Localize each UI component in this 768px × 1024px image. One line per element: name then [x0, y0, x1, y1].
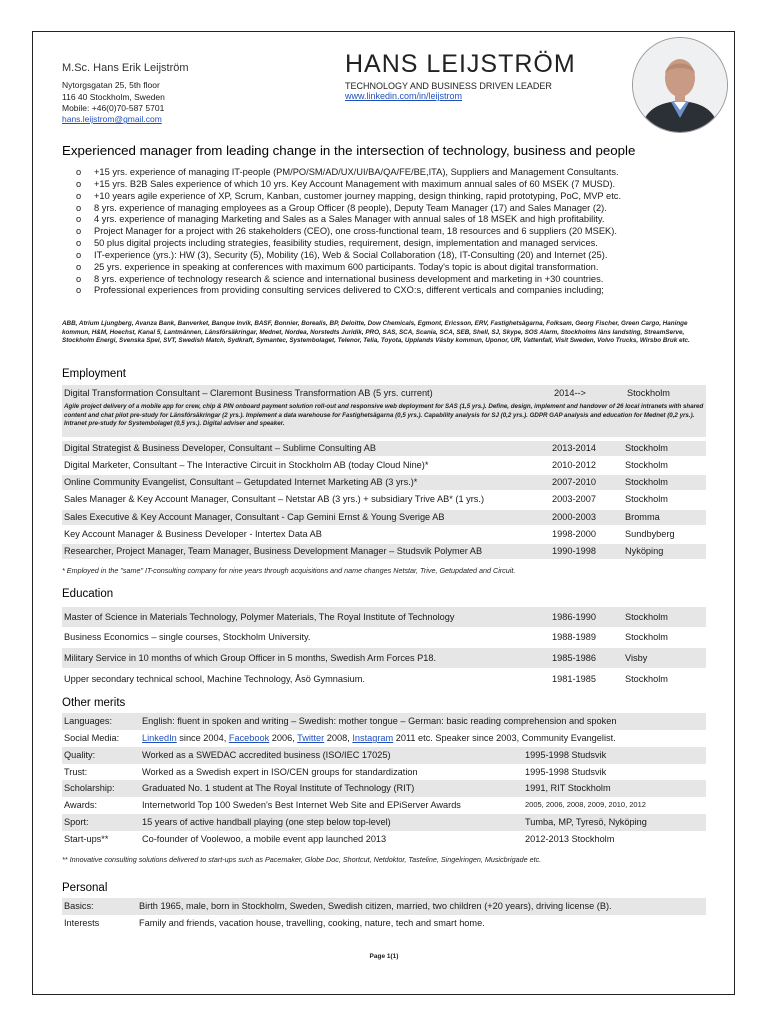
personal-label: Interests [64, 918, 100, 928]
education-item: Business Economics – single courses, Stockholm University. [64, 632, 311, 642]
summary-bullet: o +15 yrs. experience of managing IT-people (PM/PO/SM/AD/UX/UI/BA/QA/FE/BE,ITA), Suppliers and Management Consultants. [74, 167, 704, 179]
social-media-value [142, 730, 616, 747]
merit-row-languages [62, 713, 706, 730]
instagram-link[interactable]: Instagram [352, 733, 394, 743]
job-period: 2010-2012 [552, 460, 596, 470]
job-period: 1998-2000 [552, 529, 596, 539]
client-list: ABB, Atrium Ljungberg, Avanza Bank, Banverket, Banque Invik, BASF, Bonnier, Borealis, BP, Deloitte, Dow Chemicals, Egmont, Ericsson, ERV, Fastighetsägarna, Folksam, Georg Fischer, Green Cargo, Haninge kommun, H&M, Hoechst, Kanal 5, Lantmännen, Länsförsäkringar, Mednet, Nordea, Norstedts Juridik, PRO, SAS, SCA, Scania, SCA, SEB, Shell, SJ, Skype, SOS Alarm, Stockholms läns landsting, StreamServe, Stockholm Energi, Svenska Spel, SVT, Swedish Match, Sydkraft, Symantec, Systembolaget, Telenor, Telia, Toyota, Upplands Väsby kommun, Uponor, UR, Vattenfall, Visit Sweden, Volvo Trucks, Wirsbo Bruk etc. [62, 320, 690, 345]
merit-value: Graduated No. 1 student at The Royal Institute of Technology (RIT) [142, 783, 415, 793]
summary-bullet: o IT-experience (yrs.): HW (3), Security (5), Mobility (16), Web & Social Collaboration (18), IT-Consulting (20) and Internet (25). [74, 250, 704, 262]
full-name: HANS LEIJSTRÖM [345, 50, 576, 78]
personal-row [62, 898, 706, 915]
merit-extra: 1995-1998 Studsvik [525, 750, 607, 760]
education-row [62, 607, 706, 627]
job-period: 2000-2003 [552, 512, 596, 522]
page-number: Page 1(1) [369, 953, 399, 960]
merit-label: Scholarship: [64, 783, 115, 793]
personal-heading: Personal [62, 882, 108, 894]
education-row [62, 627, 706, 647]
job-role: Researcher, Project Manager, Team Manager, Business Development Manager – Studsvik Polymer AB [64, 546, 483, 556]
job-period: 2014--> [554, 388, 586, 398]
merit-label: Start-ups** [64, 834, 109, 844]
merit-row [62, 814, 706, 831]
merits-note: ** Innovative consulting solutions delivered to start-ups such as Pacemaker, Globe Doc, Shortcut, Netdoktor, Tasteline, Singelringen, Musicbrigade etc. [62, 855, 542, 864]
mobile-number: Mobile: +46(0)70-587 5701 [62, 102, 165, 113]
job-role: Digital Transformation Consultant – Claremont Business Transformation AB (5 yrs. current) [64, 388, 433, 398]
job-row [62, 492, 706, 507]
job-period: 2003-2007 [552, 494, 596, 504]
address-line-2: 116 40 Stockholm, Sweden [62, 91, 165, 102]
summary-bullet: o Project Manager for a project with 26 stakeholders (CEO), one cross-functional team, 18 resources and 6 suppliers (20 MSEK). [74, 226, 704, 238]
education-row [62, 648, 706, 668]
merit-row [62, 764, 706, 781]
merits-heading: Other merits [62, 697, 126, 709]
education-heading: Education [62, 588, 114, 600]
person-photo-icon [633, 38, 727, 132]
merit-value: Co-founder of Voolewoo, a mobile event app launched 2013 [142, 834, 387, 844]
social-text: 2011 etc. Speaker since 2003, Community Evangelist. [393, 733, 616, 743]
merit-label: Trust: [64, 767, 88, 777]
job-role: Sales Executive & Key Account Manager, Consultant - Cap Gemini Ernst & Young Sverige AB [64, 512, 445, 522]
facebook-link[interactable]: Facebook [228, 733, 270, 743]
education-period: 1981-1985 [552, 674, 596, 684]
twitter-link[interactable]: Twitter [297, 733, 325, 743]
summary-bullet: o 25 yrs. experience in speaking at conferences with maximum 600 participants. Today's topic is about digital transformation. [74, 262, 704, 274]
profile-photo [632, 37, 728, 133]
job-place: Stockholm [625, 460, 668, 470]
education-place: Stockholm [625, 632, 668, 642]
merit-label: Sport: [64, 817, 89, 827]
employment-heading: Employment [62, 368, 126, 380]
job-place: Stockholm [625, 443, 668, 453]
merit-value: Worked as a Swedish expert in ISO/CEN groups for standardization [142, 767, 418, 777]
merit-label: Awards: [64, 800, 98, 810]
job-row [62, 475, 706, 490]
merit-extra: 1995-1998 Studsvik [525, 767, 607, 777]
job-role: Digital Strategist & Business Developer, Consultant – Sublime Consulting AB [64, 443, 377, 453]
job-role: Sales Manager & Key Account Manager, Consultant – Netstar AB (3 yrs.) + subsidiary Trive AB* (1 yrs.) [64, 494, 485, 504]
merit-extra: 2005, 2006, 2008, 2009, 2010, 2012 [525, 800, 646, 809]
merit-row-social [62, 730, 706, 747]
personal-value: Family and friends, vacation house, travelling, cooking, nature, tech and smart home. [139, 918, 485, 928]
tagline: TECHNOLOGY AND BUSINESS DRIVEN LEADER [345, 81, 552, 91]
summary-bullet: o 50 plus digital projects including strategies, feasibility studies, requirement, design, implementation and managed services. [74, 238, 704, 250]
summary-title: Experienced manager from leading change in the intersection of technology, business and people [62, 143, 636, 158]
education-item: Upper secondary technical school, Machine Technology, Åsö Gymnasium. [64, 674, 365, 684]
summary-bullet: o +10 years agile experience of XP, Scrum, Kanban, customer journey mapping, design thinking, rapid prototyping, PoC, MVP etc. [74, 191, 704, 203]
employment-note: * Employed in the "same" IT-consulting company for nine years through acquisitions and name changes Netstar, Trive, Getupdated and Circuit. [62, 566, 516, 575]
current-job [62, 385, 706, 437]
merit-label: Languages: [64, 716, 113, 726]
education-period: 1986-1990 [552, 612, 596, 622]
merit-value: English: fluent in spoken and writing – Swedish: mother tongue – German: basic reading comprehension and spoken [142, 716, 617, 726]
job-row [62, 510, 706, 525]
degree-name: M.Sc. Hans Erik Leijström [62, 62, 189, 74]
job-place: Stockholm [625, 477, 668, 487]
job-role: Online Community Evangelist, Consultant – Getupdated Internet Marketing AB (3 yrs.)* [64, 477, 418, 487]
education-place: Visby [625, 653, 648, 663]
email-link[interactable]: hans.leijstrom@gmail.com [62, 114, 162, 125]
education-period: 1988-1989 [552, 632, 596, 642]
job-period: 2007-2010 [552, 477, 596, 487]
linkedin-link[interactable]: www.linkedin.com/in/leijstrom [345, 91, 463, 101]
merit-row [62, 747, 706, 764]
social-text: 2006, [269, 733, 298, 743]
address-line-1: Nytorgsgatan 25, 5th floor [62, 80, 160, 91]
merit-label: Social Media: [64, 733, 120, 743]
personal-row [62, 915, 706, 932]
merit-value: Internetworld Top 100 Sweden's Best Internet Web Site and EPiServer Awards [142, 800, 461, 810]
job-place: Stockholm [625, 494, 668, 504]
merit-row [62, 780, 706, 797]
job-row [62, 527, 706, 542]
merit-label: Quality: [64, 750, 96, 760]
education-item: Master of Science in Materials Technology, Polymer Materials, The Royal Institute of Technology [64, 612, 455, 622]
personal-value: Birth 1965, male, born in Stockholm, Sweden, Swedish citizen, married, two children (+20 years), driving license (B). [139, 901, 612, 911]
merit-row [62, 797, 706, 814]
job-role: Digital Marketer, Consultant – The Interactive Circuit in Stockholm AB (today Cloud Nine)* [64, 460, 429, 470]
merit-value: 15 years of active handball playing (one step below top-level) [142, 817, 391, 827]
job-description: Agile project delivery of a mobile app for crew, chip & PIN onboard payment solution roll-out and responsive web deployment for SAS (1,5 yrs.). Define, design, implement and handover of 26 local intranets with shared content and chat pilot pre-study for Länsförsäkringar (2 yrs.). Implement a data warehouse for Fastighetsägarna (0,5 yrs.). Capability analysis for SJ (0,2 yrs.). GDPR GAP analysis and education for Mednet (0,2 yrs.). Intranet pre-study for Systembolaget (0,5 yrs.). Digital adviser and speaker. [64, 403, 704, 428]
personal-label: Basics: [64, 901, 94, 911]
education-place: Stockholm [625, 612, 668, 622]
job-row [62, 458, 706, 473]
summary-bullet: o Professional experiences from providing consulting services delivered to CXO:s, different verticals and companies including; [74, 285, 704, 297]
social-text: 2008, [324, 733, 353, 743]
summary-bullet: o +15 yrs. B2B Sales experience of which 10 yrs. Key Account Management with maximum annual sales of 60 MSEK (7 MUSD). [74, 179, 704, 191]
job-place: Sundbyberg [625, 529, 675, 539]
job-place: Stockholm [627, 388, 670, 398]
social-text: since 2004, [176, 733, 229, 743]
job-place: Nyköping [625, 546, 664, 556]
summary-bullet: o 4 yrs. experience of managing Marketing and Sales as a Sales Manager with annual sales of 18 MSEK and high profitability. [74, 214, 704, 226]
education-period: 1985-1986 [552, 653, 596, 663]
summary-bullet: o 8 yrs. experience of technology research & science and international business development and marketing in +30 countries. [74, 274, 704, 286]
job-role: Key Account Manager & Business Developer - Intertex Data AB [64, 529, 322, 539]
merit-extra: Tumba, MP, Tyresö, Nyköping [525, 817, 647, 827]
contact-block [62, 63, 189, 125]
merit-extra: 1991, RIT Stockholm [525, 783, 611, 793]
job-row [62, 544, 706, 559]
linkedin-profile-link[interactable]: LinkedIn [142, 733, 177, 743]
merit-value: Worked as a SWEDAC accredited business (ISO/IEC 17025) [142, 750, 391, 760]
education-item: Military Service in 10 months of which Group Officer in 5 months, Swedish Arm Forces P18. [64, 653, 437, 663]
job-period: 2013-2014 [552, 443, 596, 453]
job-place: Bromma [625, 512, 660, 522]
job-row [62, 441, 706, 456]
education-row [62, 669, 706, 689]
merit-row [62, 831, 706, 848]
name-block [345, 50, 576, 101]
summary-bullet-list [74, 167, 704, 297]
merit-extra: 2012-2013 Stockholm [525, 834, 615, 844]
education-place: Stockholm [625, 674, 668, 684]
summary-bullet: o 8 yrs. experience of managing employees as a Group Officer (8 people), Deputy Team Manager (17) and Sales Manager (2). [74, 203, 704, 215]
job-period: 1990-1998 [552, 546, 596, 556]
